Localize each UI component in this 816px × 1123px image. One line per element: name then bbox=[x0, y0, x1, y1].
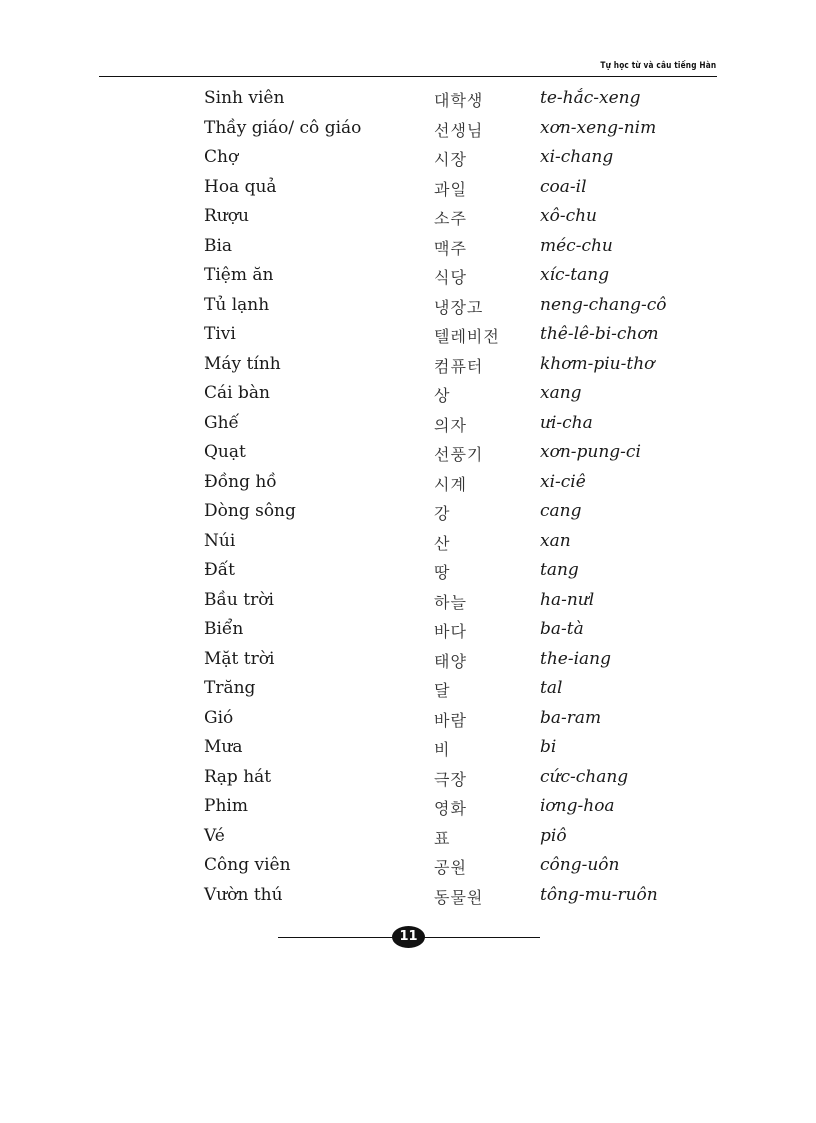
vocabulary-row bbox=[0, 144, 816, 174]
korean-word: 컴퓨터 bbox=[434, 356, 484, 376]
korean-word: 땅 bbox=[434, 563, 451, 582]
pronunciation: xơn-xeng-nim bbox=[540, 117, 657, 138]
korean-word: 표 bbox=[434, 828, 451, 848]
vietnamese-word: Núi bbox=[204, 530, 236, 551]
vocabulary-row bbox=[0, 616, 816, 646]
korean-word: 바람 bbox=[434, 710, 467, 730]
korean-word: 시장 bbox=[434, 150, 467, 169]
pronunciation: tông-mu-ruôn bbox=[540, 884, 658, 905]
korean-word: 산 bbox=[434, 533, 451, 553]
vocabulary-row bbox=[0, 380, 816, 410]
vocabulary-row bbox=[0, 439, 816, 469]
vocabulary-row bbox=[0, 469, 816, 499]
vocabulary-row bbox=[0, 734, 816, 764]
vietnamese-word: Mưa bbox=[204, 737, 243, 757]
vietnamese-word: Sinh viên bbox=[204, 88, 285, 108]
korean-word: 비 bbox=[434, 740, 451, 759]
vietnamese-word: Đồng hồ bbox=[204, 471, 277, 492]
pronunciation: xang bbox=[540, 383, 582, 403]
pronunciation: ưi-cha bbox=[540, 412, 593, 433]
korean-word: 과일 bbox=[434, 179, 467, 199]
pronunciation: cang bbox=[540, 501, 582, 521]
pronunciation: xi-chang bbox=[540, 147, 614, 167]
pronunciation: xíc-tang bbox=[540, 265, 610, 285]
pronunciation: thê-lê-bi-chơn bbox=[540, 324, 659, 344]
vietnamese-word: Tivi bbox=[204, 324, 236, 344]
vocabulary-row bbox=[0, 852, 816, 882]
pronunciation: cức-chang bbox=[540, 766, 629, 787]
vocabulary-row bbox=[0, 351, 816, 381]
korean-word: 식당 bbox=[434, 268, 467, 287]
korean-word: 달 bbox=[434, 681, 451, 700]
vocabulary-row bbox=[0, 233, 816, 263]
pronunciation: iơng-hoa bbox=[540, 796, 615, 816]
vocabulary-list bbox=[0, 85, 816, 911]
korean-word: 태양 bbox=[434, 651, 467, 671]
korean-word: 영화 bbox=[434, 799, 467, 818]
pronunciation: coa-il bbox=[540, 176, 587, 197]
vocabulary-row bbox=[0, 498, 816, 528]
vietnamese-word: Mặt trời bbox=[204, 648, 275, 669]
vocabulary-row bbox=[0, 793, 816, 823]
vietnamese-word: Bia bbox=[204, 235, 233, 256]
pronunciation: tal bbox=[540, 678, 563, 698]
vietnamese-word: Vé bbox=[204, 825, 225, 846]
korean-word: 냉장고 bbox=[434, 297, 484, 317]
vietnamese-word: Ghế bbox=[204, 412, 239, 433]
korean-word: 강 bbox=[434, 504, 451, 523]
korean-word: 소주 bbox=[434, 209, 467, 228]
vietnamese-word: Rạp hát bbox=[204, 766, 272, 787]
pronunciation: méc-chu bbox=[540, 235, 613, 256]
korean-word: 극장 bbox=[434, 769, 467, 789]
pronunciation: neng-chang-cô bbox=[540, 294, 667, 315]
vietnamese-word: Máy tính bbox=[204, 353, 281, 374]
vocabulary-row bbox=[0, 823, 816, 853]
korean-word: 선생님 bbox=[434, 120, 484, 140]
vietnamese-word: Dòng sông bbox=[204, 501, 296, 521]
header-divider bbox=[99, 76, 717, 77]
korean-word: 동물원 bbox=[434, 887, 484, 907]
korean-word: 텔레비전 bbox=[434, 327, 500, 346]
vietnamese-word: Bầu trời bbox=[204, 589, 274, 610]
vietnamese-word: Phim bbox=[204, 796, 248, 816]
korean-word: 의자 bbox=[434, 415, 467, 435]
vocabulary-row bbox=[0, 115, 816, 145]
vocabulary-row bbox=[0, 764, 816, 794]
vocabulary-row bbox=[0, 174, 816, 204]
vietnamese-word: Rượu bbox=[204, 206, 249, 226]
korean-word: 대학생 bbox=[434, 91, 484, 110]
vocabulary-row bbox=[0, 203, 816, 233]
vietnamese-word: Tủ lạnh bbox=[204, 294, 270, 315]
vocabulary-row bbox=[0, 557, 816, 587]
vocabulary-row bbox=[0, 410, 816, 440]
pronunciation: ha-nưl bbox=[540, 589, 595, 610]
vietnamese-word: Công viên bbox=[204, 855, 291, 875]
pronunciation: xan bbox=[540, 530, 571, 551]
pronunciation: te-hắc-xeng bbox=[540, 88, 641, 108]
vocabulary-row bbox=[0, 587, 816, 617]
vocabulary-row bbox=[0, 705, 816, 735]
vocabulary-row bbox=[0, 321, 816, 351]
vietnamese-word: Chợ bbox=[204, 147, 239, 167]
korean-word: 바다 bbox=[434, 622, 467, 641]
pronunciation: piô bbox=[540, 825, 567, 846]
vocabulary-row bbox=[0, 85, 816, 115]
vocabulary-row bbox=[0, 646, 816, 676]
korean-word: 상 bbox=[434, 386, 451, 405]
pronunciation: the-iang bbox=[540, 648, 611, 669]
korean-word: 선풍기 bbox=[434, 445, 484, 464]
vietnamese-word: Gió bbox=[204, 707, 234, 728]
pronunciation: bi bbox=[540, 737, 557, 757]
vietnamese-word: Hoa quả bbox=[204, 176, 277, 197]
korean-word: 공원 bbox=[434, 858, 467, 877]
vocabulary-row bbox=[0, 292, 816, 322]
vocabulary-row bbox=[0, 675, 816, 705]
vietnamese-word: Trăng bbox=[204, 678, 256, 698]
pronunciation: công-uôn bbox=[540, 855, 620, 875]
pronunciation: xơn-pung-ci bbox=[540, 442, 641, 462]
pronunciation: xi-ciê bbox=[540, 471, 586, 492]
vietnamese-word: Quạt bbox=[204, 442, 246, 462]
pronunciation: xô-chu bbox=[540, 206, 597, 226]
vietnamese-word: Cái bàn bbox=[204, 383, 270, 403]
vietnamese-word: Đất bbox=[204, 560, 235, 580]
korean-word: 하늘 bbox=[434, 592, 467, 612]
vocabulary-row bbox=[0, 262, 816, 292]
korean-word: 맥주 bbox=[434, 238, 467, 258]
vietnamese-word: Tiệm ăn bbox=[204, 265, 274, 285]
pronunciation: ba-tà bbox=[540, 619, 584, 639]
running-header-title: Tự học từ và câu tiếng Hàn bbox=[600, 61, 716, 71]
pronunciation: tang bbox=[540, 560, 579, 580]
vietnamese-word: Thầy giáo/ cô giáo bbox=[204, 117, 362, 138]
vocabulary-row bbox=[0, 882, 816, 912]
pronunciation: khơm-piu-thơ bbox=[540, 353, 655, 374]
korean-word: 시계 bbox=[434, 474, 467, 494]
vietnamese-word: Vườn thú bbox=[204, 884, 283, 905]
pronunciation: ba-ram bbox=[540, 707, 602, 728]
page-number-badge: 11 bbox=[392, 926, 425, 948]
vietnamese-word: Biển bbox=[204, 619, 244, 639]
vocabulary-row bbox=[0, 528, 816, 558]
